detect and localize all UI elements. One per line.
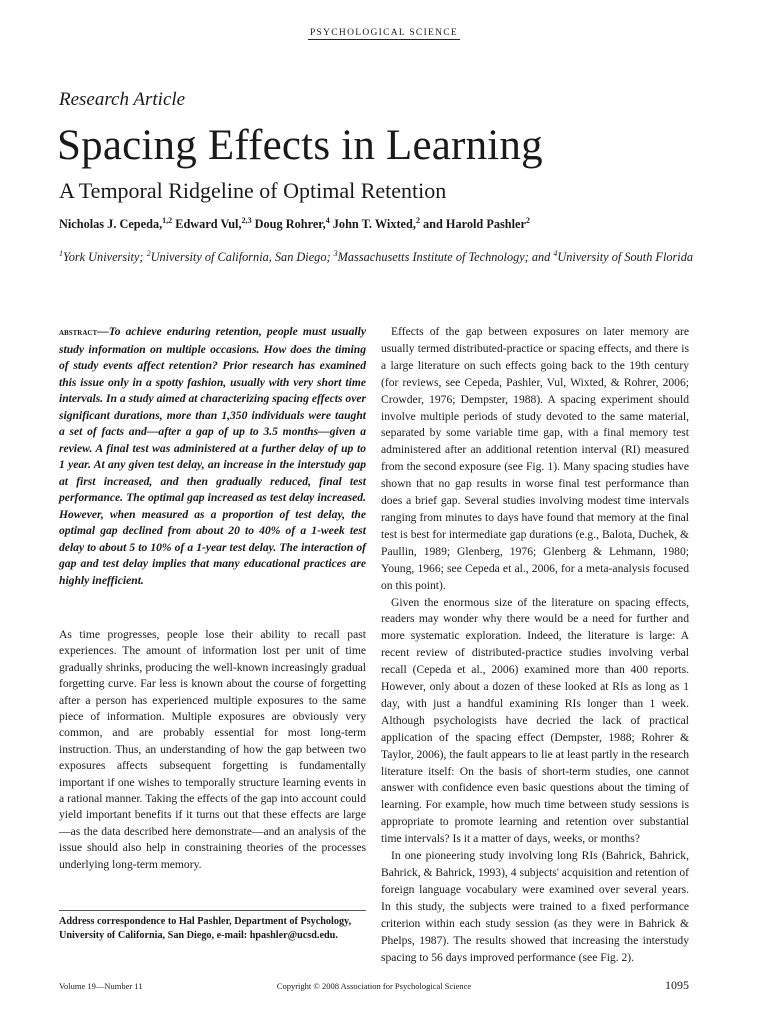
correspondence-note: Address correspondence to Hal Pashler, Department of Psychology, University of California, San Diego, e-mail: hpashler@ucsd.edu.	[59, 910, 366, 943]
author: Edward Vul,$^{2,3}$	[175, 215, 252, 231]
paragraph: As time progresses, people lose their ability to recall past experiences. The amount of information lost per unit of time gradually shrinks, producing the well-known increasingly gradual forgetting curve. Far less is known about the course of forgetting after a person has experienced multiple exposures to the same piece of information. Multiple exposures are obviously very common, and are probably essential for most long-term instruction. Thus, an understanding of how the gap between two exposures affects subsequent forgetting is fundamentally important if one wishes to temporally structure learning events in a rational manner. Taking the effects of the gap into account could yield important benefits if it turns out that these effects are large—as the data described here demonstrate—and an analysis of the issue should also help in constraining theories of the processes underlying long-term memory.	[59, 628, 366, 871]
article-type: Research Article	[59, 89, 186, 110]
affiliations: $^1$York University; $^2$University of California, San Diego; $^3$Massachusetts Institute of Technology; and $^4$University of South Florida	[59, 248, 694, 264]
author: John T. Wixted,$^2$	[332, 215, 420, 231]
paragraph: In one pioneering study involving long RIs (Bahrick, Bahrick, Bahrick, & Bahrick, 1993), 4 subjects' acquisition and retention of foreign language vocabulary were examined over several years. In this study, the subjects were trained to a fixed performance criterion within each study session (as they were in Bahrick & Phelps, 1987). The results showed that increasing the interstudy spacing to 56 days improved performance (see Fig. 2).	[381, 849, 689, 964]
abstract	[59, 324, 366, 589]
page-number: 1095	[665, 978, 689, 992]
paragraph: Given the enormous size of the literature on spacing effects, readers may wonder why there would be a need for further and more systematic exploration. Indeed, the literature is large: A recent review of distributed-practice studies involving verbal recall (Cepeda et al., 2006) examined more than 400 reports. However, only about a dozen of these looked at RIs as long as 1 day, with just a handful examining RIs longer than 1 week. Although psychologists have decried the lack of practical application of the spacing effect (Dempster, 1988; Rohrer & Taylor, 2006), the fault appears to lie at least partly in the research literature itself: On the basis of short-term studies, one cannot answer with confidence even basic questions about the timing of learning. For example, how much time between study sessions is appropriate to promote learning and retention over substantial time intervals? Is it a matter of days, weeks, or months?	[381, 595, 689, 846]
author-list	[59, 217, 530, 232]
abstract-label: abstract	[59, 327, 98, 338]
journal-name: PSYCHOLOGICAL SCIENCE	[309, 28, 459, 38]
journal-header	[0, 22, 768, 40]
volume-info: Volume 19—Number 11	[59, 981, 143, 991]
article-subtitle: A Temporal Ridgeline of Optimal Retention	[59, 178, 447, 203]
author: Doug Rohrer,$^4$	[254, 215, 330, 231]
abstract-text: —To achieve enduring retention, people must usually study information on multiple occasions. How does the timing of study events affect retention? Prior research has examined this issue only in a spotty fashion, usually with very short time intervals. In a study aimed at characterizing spacing effects over significant durations, more than 1,350 individuals were taught a set of facts and—after a gap of up to 3.5 months—given a review. A final test was administered at a further delay of up to 1 year. At any given test delay, an increase in the interstudy gap at first increased, and then gradually reduced, final test performance. The optimal gap increased as test delay increased. However, when measured as a proportion of test delay, the optimal gap declined from about 20 to 40% of a 1-week test delay to about 5 to 10% of a 1-year test delay. The interaction of gap and test delay implies that many educational practices are highly inefficient.	[59, 325, 367, 587]
right-column-body	[381, 324, 689, 966]
article-title: Spacing Effects in Learning	[57, 122, 543, 169]
copyright-notice: Copyright © 2008 Association for Psychological Science	[276, 981, 472, 991]
left-column-body	[59, 627, 366, 873]
author: Nicholas J. Cepeda,$^{1,2}$	[59, 215, 173, 231]
author: and Harold Pashler$^2$	[423, 215, 530, 231]
paragraph: Effects of the gap between exposures on later memory are usually termed distributed-practice or spacing effects, and there is a large literature on such effects going back to the 19th century (for reviews, see Cepeda, Pashler, Vul, Wixted, & Rohrer, 2006; Crowder, 1976; Dempster, 1988). A spacing experiment should involve multiple periods of study devoted to the same material, separated by some variable time gap, with a final memory test administered after an additional retention interval (RI) measured from the second exposure (see Fig. 1). Many spacing studies have shown that no gap results in worse final test performance than does a brief gap. Several studies involving modest time intervals ranging from minutes to days have found that memory at the final test is best for intermediate gap durations (e.g., Balota, Duchek, & Paullin, 1989; Glenberg, 1976; Glenberg & Lehmann, 1980; Young, 1966; see Cepeda et al., 2006, for a meta-analysis focused on this point).	[381, 325, 689, 592]
